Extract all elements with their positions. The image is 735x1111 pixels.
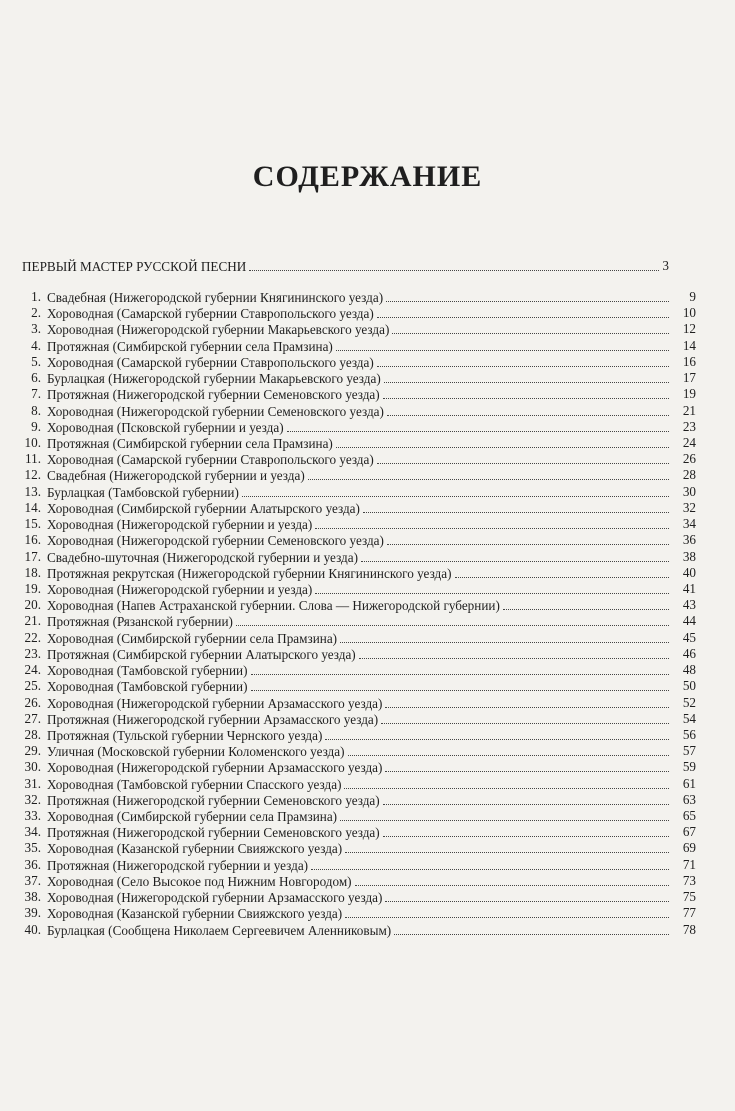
toc-entry-leader [47, 922, 669, 939]
toc-entry-page: 46 [682, 645, 696, 661]
toc-entry-leader [47, 597, 669, 614]
toc-entry-page: 57 [682, 743, 696, 759]
dot-leader [386, 289, 669, 302]
toc-entry-leader [47, 484, 669, 501]
toc-entry[interactable] [0, 484, 735, 500]
toc-entry-title: Хороводная (Нижегородской губернии Арзамасского уезда) [47, 890, 383, 906]
toc-entry-number: 2. [31, 305, 41, 321]
toc-entry-title: Протяжная (Симбирской губернии Алатырского уезда) [47, 646, 356, 662]
toc-entry-title: Свадебная (Нижегородской губернии Княгининского уезда) [47, 290, 384, 305]
toc-entry[interactable] [0, 500, 735, 516]
toc-entry-title: Хороводная (Самарской губернии Ставропольского уезда) [47, 452, 374, 468]
toc-entry[interactable] [0, 873, 735, 889]
toc-entry-number: 28. [24, 726, 41, 742]
toc-entry-leader [47, 711, 669, 728]
toc-entry-number: 17. [24, 548, 41, 564]
toc-entry-number: 39. [24, 905, 41, 921]
toc-entry[interactable] [0, 338, 735, 354]
toc-entry-leader [47, 289, 669, 306]
toc-entry-number: 36. [24, 856, 41, 872]
dot-leader [315, 516, 669, 529]
toc-entry-page: 52 [682, 694, 696, 710]
toc-entry[interactable] [0, 678, 735, 694]
toc-entry[interactable] [0, 532, 735, 548]
toc-entry[interactable] [0, 613, 735, 629]
toc-entry-title: Хороводная (Нижегородской губернии Арзамасского уезда) [47, 760, 383, 776]
toc-entry-number: 5. [31, 353, 41, 369]
toc-entry[interactable] [0, 321, 735, 337]
toc-entry-leader [47, 500, 669, 517]
toc-entry-number: 37. [24, 872, 41, 888]
toc-entry[interactable] [0, 759, 735, 775]
toc-entry-leader [47, 662, 669, 679]
dot-leader [340, 630, 669, 643]
toc-entry-leader [47, 549, 669, 566]
toc-entry[interactable] [0, 776, 735, 792]
dot-leader [336, 338, 669, 351]
toc-entry-number: 3. [31, 321, 41, 337]
toc-entry-page: 67 [682, 824, 696, 840]
toc-entry-title: Протяжная (Нижегородской губернии Семеновского уезда) [47, 792, 380, 808]
toc-entry-title: Уличная (Московской губернии Коломенского уезда) [47, 744, 345, 760]
dot-leader [325, 727, 669, 740]
toc-entry-number: 10. [24, 434, 41, 450]
dot-leader [359, 646, 669, 659]
toc-entry-number: 14. [24, 499, 41, 515]
toc-entry-leader [47, 435, 669, 452]
toc-entry-title: Протяжная (Рязанской губернии) [47, 614, 233, 630]
dot-leader [236, 613, 669, 626]
toc-entry-page: 9 [689, 289, 696, 304]
dot-leader [242, 484, 669, 497]
toc-entry-page: 45 [682, 629, 696, 645]
dot-leader [383, 824, 669, 837]
toc-entry[interactable] [0, 386, 735, 402]
toc-entry[interactable] [0, 419, 735, 435]
toc-entry-leader [47, 532, 669, 549]
toc-entry-number: 40. [24, 921, 41, 937]
toc-entry-title: Хороводная (Псковской губернии и уезда) [47, 419, 284, 435]
toc-entry[interactable] [0, 549, 735, 565]
toc-entry-title: Хороводная (Тамбовской губернии Спасского уезда) [47, 776, 342, 792]
toc-entry-number: 7. [31, 386, 41, 402]
dot-leader [377, 305, 669, 318]
toc-entry-leader [47, 386, 669, 403]
toc-entry-page: 63 [682, 791, 696, 807]
toc-entry[interactable] [0, 889, 735, 905]
toc-entry-title: Свадебная (Нижегородской губернии и уезда) [47, 468, 305, 484]
toc-entry-leader [47, 630, 669, 647]
toc-entry-page: 10 [682, 305, 696, 321]
toc-entry-number: 21. [24, 613, 41, 629]
toc-entry-leader [47, 905, 669, 922]
toc-entry-page: 61 [682, 775, 696, 791]
dot-leader [345, 840, 669, 853]
dot-leader [251, 678, 670, 691]
toc-entry-title: Протяжная (Нижегородской губернии Арзамасского уезда) [47, 711, 379, 727]
toc-entry-page: 34 [682, 516, 696, 532]
dot-leader [287, 419, 669, 432]
toc-entry-page: 44 [682, 613, 696, 629]
toc-entry-page: 54 [682, 710, 696, 726]
toc-entry-title: Хороводная (Симбирской губернии села Прамзина) [47, 809, 338, 825]
toc-entry-title: Свадебно-шуточная (Нижегородской губернии и уезда) [47, 549, 358, 565]
dot-leader [385, 889, 669, 902]
toc-section-page: 3 [662, 258, 669, 273]
toc-entry[interactable] [0, 695, 735, 711]
toc-entry-title: Бурлацкая (Сообщена Николаем Сергеевичем Аленниковым) [47, 922, 392, 938]
toc-entry-number: 30. [24, 759, 41, 775]
toc-entry-page: 56 [682, 726, 696, 742]
toc-entry-page: 59 [682, 759, 696, 775]
toc-entry-leader [47, 873, 669, 890]
toc-entry-page: 28 [682, 467, 696, 483]
toc-entry[interactable] [0, 516, 735, 532]
dot-leader [387, 532, 669, 545]
dot-leader [383, 386, 669, 399]
toc-entry-page: 17 [682, 370, 696, 386]
toc-entry-leader [47, 840, 669, 857]
toc-entry-number: 27. [24, 710, 41, 726]
dot-leader [381, 711, 669, 724]
toc-entry-page: 50 [682, 678, 696, 694]
toc-entry-number: 33. [24, 808, 41, 824]
toc-entry-leader [47, 338, 669, 355]
toc-entry-number: 22. [24, 629, 41, 645]
toc-entry-leader [47, 678, 669, 695]
toc-entry-number: 20. [24, 597, 41, 613]
toc-entry[interactable] [0, 824, 735, 840]
toc-entry-title: Хороводная (Село Высокое под Нижним Новгородом) [47, 873, 352, 889]
toc-entry-number: 15. [24, 516, 41, 532]
toc-entry[interactable] [0, 581, 735, 597]
toc-section-heading[interactable] [0, 258, 735, 274]
toc-entry-title: Хороводная (Симбирской губернии села Прамзина) [47, 630, 338, 646]
dot-leader [384, 370, 669, 383]
toc-entry-leader [47, 743, 669, 760]
dot-leader [394, 922, 669, 935]
dot-leader [311, 857, 669, 870]
toc-entry[interactable] [0, 467, 735, 483]
toc-entry[interactable] [0, 289, 735, 305]
toc-entry-title: Хороводная (Симбирской губернии Алатырского уезда) [47, 500, 360, 516]
toc-entry-title: Протяжная (Симбирской губернии села Прамзина) [47, 338, 333, 354]
toc-entry[interactable] [0, 905, 735, 921]
toc-entry-number: 16. [24, 532, 41, 548]
toc-entry[interactable] [0, 435, 735, 451]
toc-entry-leader [47, 727, 669, 744]
toc-entry-leader [47, 824, 669, 841]
toc-entry-number: 18. [24, 564, 41, 580]
toc-entry[interactable] [0, 354, 735, 370]
toc-entry-page: 32 [682, 499, 696, 515]
toc-entry[interactable] [0, 403, 735, 419]
toc-entry-leader [47, 321, 669, 338]
toc-entry-page: 12 [682, 321, 696, 337]
toc-entry-page: 19 [682, 386, 696, 402]
toc-entry[interactable] [0, 646, 735, 662]
dot-leader [383, 792, 669, 805]
toc-entry-title: Хороводная (Нижегородской губернии Семеновского уезда) [47, 403, 384, 419]
toc-entry-leader [47, 516, 669, 533]
dot-leader [385, 759, 669, 772]
dot-leader [361, 549, 669, 562]
toc-entry-number: 25. [24, 678, 41, 694]
dot-leader [348, 743, 669, 756]
toc-entry-page: 41 [682, 580, 696, 596]
toc-entry-title: Хороводная (Нижегородской губернии Арзамасского уезда) [47, 695, 383, 711]
toc-entry-number: 1. [31, 289, 41, 304]
toc-entry-title: Хороводная (Нижегородской губернии Макарьевского уезда) [47, 322, 390, 338]
toc-entry-number: 6. [31, 370, 41, 386]
toc-section-label: ПЕРВЫЙ МАСТЕР РУССКОЙ ПЕСНИ [22, 259, 247, 274]
toc-entry-number: 31. [24, 775, 41, 791]
toc-entry-page: 43 [682, 597, 696, 613]
toc-entry-title: Протяжная (Тульской губернии Чернского уезда) [47, 727, 323, 743]
dot-leader [377, 354, 669, 367]
toc-entry[interactable] [0, 857, 735, 873]
toc-entry-leader [47, 581, 669, 598]
toc-entry-title: Хороводная (Напев Астраханской губернии. Слова — Нижегородской губернии) [47, 598, 500, 614]
toc-entry-number: 12. [24, 467, 41, 483]
toc-entry[interactable] [0, 743, 735, 759]
toc-entry[interactable] [0, 922, 735, 938]
toc-entry[interactable] [0, 565, 735, 581]
toc-entry-number: 32. [24, 791, 41, 807]
toc-entry-leader [47, 776, 669, 793]
toc-entry-number: 23. [24, 645, 41, 661]
toc-entry-number: 34. [24, 824, 41, 840]
dot-leader [392, 321, 669, 334]
dot-leader [249, 258, 659, 271]
toc-entry-title: Хороводная (Нижегородской губернии Семеновского уезда) [47, 533, 384, 549]
dot-leader [503, 597, 669, 610]
dot-leader [336, 435, 669, 448]
toc-entry-title: Бурлацкая (Тамбовской губернии) [47, 484, 239, 500]
page-title: СОДЕРЖАНИЕ [252, 160, 483, 193]
toc-entry[interactable] [0, 305, 735, 321]
dot-leader [315, 581, 669, 594]
toc-entry-number: 13. [24, 483, 41, 499]
toc-entry-title: Бурлацкая (Нижегородской губернии Макарьевского уезда) [47, 371, 381, 387]
toc-entry-title: Протяжная (Симбирской губернии села Прамзина) [47, 435, 333, 451]
toc-entry-title: Протяжная (Нижегородской губернии Семеновского уезда) [47, 825, 380, 841]
toc-entry-leader [47, 808, 669, 825]
toc-entry-leader [47, 305, 669, 322]
toc-entry-number: 26. [24, 694, 41, 710]
toc-entry-title: Хороводная (Самарской губернии Ставропольского уезда) [47, 354, 374, 370]
toc-entry-title: Хороводная (Нижегородской губернии и уезда) [47, 581, 313, 597]
toc-entry-number: 11. [25, 451, 41, 467]
toc-entry-page: 65 [682, 808, 696, 824]
toc-entry-leader [47, 370, 669, 387]
toc-entry-page: 38 [682, 548, 696, 564]
toc-entry-leader [47, 451, 669, 468]
toc-entry-leader [47, 354, 669, 371]
toc-entry-page: 16 [682, 353, 696, 369]
toc-entry[interactable] [0, 597, 735, 613]
dot-leader [344, 776, 669, 789]
toc-entry-page: 24 [682, 434, 696, 450]
dot-leader [363, 500, 669, 513]
toc-entry-page: 26 [682, 451, 696, 467]
toc-entry[interactable] [0, 808, 735, 824]
toc-entry-page: 78 [682, 921, 696, 937]
toc-entry-leader [47, 646, 669, 663]
toc-entry-title: Хороводная (Самарской губернии Ставропольского уезда) [47, 306, 374, 322]
toc-entry[interactable] [0, 711, 735, 727]
toc-entry-leader [47, 565, 669, 582]
toc-entry[interactable] [0, 792, 735, 808]
toc-entry-page: 48 [682, 662, 696, 678]
toc-entry-leader [47, 419, 669, 436]
toc-entry-number: 8. [31, 402, 41, 418]
toc-entry-page: 23 [682, 418, 696, 434]
dot-leader [387, 403, 669, 416]
toc-entry-leader [47, 403, 669, 420]
toc-entry[interactable] [0, 662, 735, 678]
toc-entry-number: 24. [24, 662, 41, 678]
toc-entry-title: Хороводная (Казанской губернии Свияжского уезда) [47, 906, 343, 922]
toc-entry-number: 35. [24, 840, 41, 856]
toc-entry-leader [47, 695, 669, 712]
toc-section-leader [22, 258, 659, 275]
toc-entry[interactable] [0, 727, 735, 743]
toc-entry-title: Хороводная (Нижегородской губернии и уезда) [47, 517, 313, 533]
toc-entry-leader [47, 467, 669, 484]
toc-entry-title: Протяжная рекрутская (Нижегородской губернии Княгининского уезда) [47, 565, 452, 581]
toc-entry-page: 30 [682, 483, 696, 499]
toc-entry[interactable] [0, 370, 735, 386]
toc-entry-leader [47, 857, 669, 874]
toc-entry-page: 69 [682, 840, 696, 856]
dot-leader [377, 451, 669, 464]
toc-entry[interactable] [0, 630, 735, 646]
dot-leader [345, 905, 669, 918]
dot-leader [340, 808, 669, 821]
toc-entry-page: 40 [682, 564, 696, 580]
toc-entry-title: Хороводная (Тамбовской губернии) [47, 679, 248, 695]
toc-entry-leader [47, 792, 669, 809]
toc-entry-title: Протяжная (Нижегородской губернии и уезда) [47, 857, 309, 873]
toc-entry-number: 19. [24, 580, 41, 596]
toc-entry-leader [47, 613, 669, 630]
toc-entry-title: Хороводная (Казанской губернии Свияжского уезда) [47, 841, 343, 857]
toc-entry-page: 75 [682, 889, 696, 905]
toc-entry-number: 4. [31, 337, 41, 353]
toc-entry-page: 21 [682, 402, 696, 418]
toc-entry-page: 73 [682, 872, 696, 888]
toc-entry-page: 36 [682, 532, 696, 548]
dot-leader [251, 662, 670, 675]
toc-entry[interactable] [0, 451, 735, 467]
toc-entry-leader [47, 759, 669, 776]
toc-entry-leader [47, 889, 669, 906]
toc-entry-title: Протяжная (Нижегородской губернии Семеновского уезда) [47, 387, 380, 403]
toc-entry-number: 9. [31, 418, 41, 434]
toc-entry-number: 38. [24, 889, 41, 905]
toc-entry-page: 71 [682, 856, 696, 872]
dot-leader [455, 565, 670, 578]
dot-leader [308, 467, 669, 480]
toc-entry-title: Хороводная (Тамбовской губернии) [47, 663, 248, 679]
dot-leader [385, 695, 669, 708]
toc-entry-page: 77 [682, 905, 696, 921]
toc-entry[interactable] [0, 840, 735, 856]
toc-entry-page: 14 [682, 337, 696, 353]
toc-entry-number: 29. [24, 743, 41, 759]
dot-leader [355, 873, 669, 886]
